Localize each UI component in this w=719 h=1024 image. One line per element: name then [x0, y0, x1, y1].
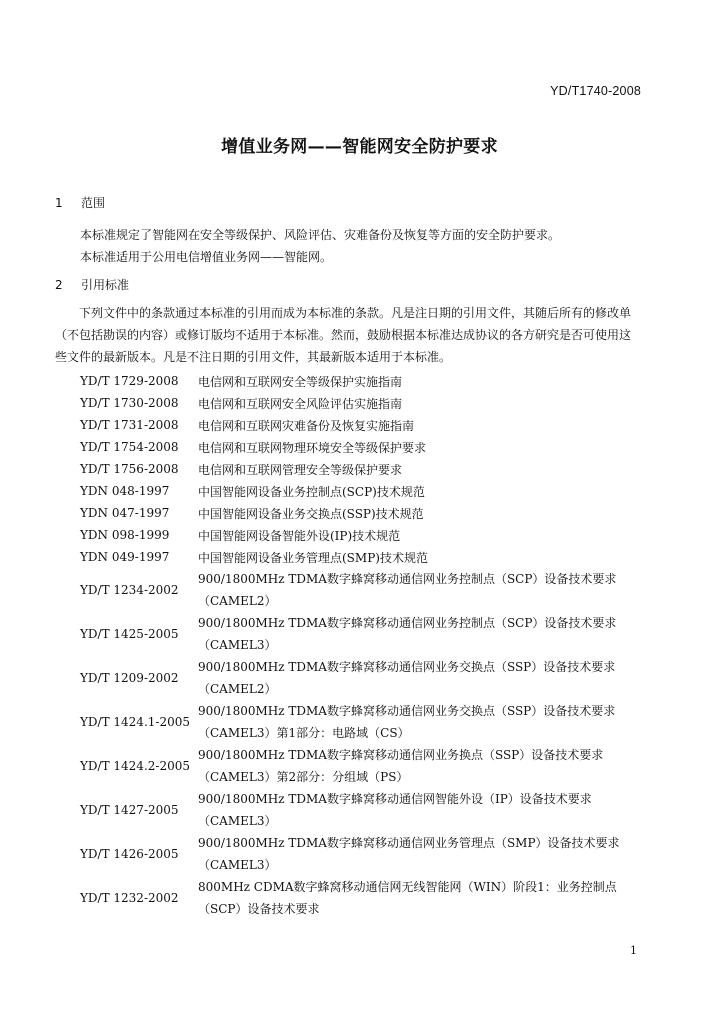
reference-item: [55, 546, 645, 568]
reference-title-line: （CAMEL3）: [198, 638, 277, 652]
reference-title: 中国智能网设备业务交换点(SSP)技术规范: [198, 506, 424, 521]
reference-title-line: （CAMEL3）第2部分：分组域（PS）: [198, 770, 409, 784]
reference-title-line: 900/1800MHz TDMA数字蜂窝移动通信网业务交换点（SSP）设备技术要求: [198, 660, 616, 674]
reference-item: [55, 502, 645, 524]
reference-item: [55, 568, 645, 612]
reference-code: YD/T 1426-2005: [80, 847, 179, 861]
reference-title: [198, 744, 603, 788]
reference-title: [198, 788, 592, 832]
reference-item: [55, 612, 645, 656]
reference-code: YD/T 1756-2008: [80, 462, 179, 476]
section-2-heading: [55, 276, 129, 293]
section-number: 1: [55, 196, 63, 210]
reference-title: 中国智能网设备业务管理点(SMP)技术规范: [198, 550, 428, 565]
reference-title-line: 900/1800MHz TDMA数字蜂窝移动通信网业务控制点（SCP）设备技术要求: [198, 572, 617, 586]
reference-title: 电信网和互联网安全风险评估实施指南: [198, 396, 403, 411]
reference-item: [55, 832, 645, 876]
reference-code: YDN 048-1997: [80, 484, 170, 498]
reference-item: [55, 876, 645, 920]
reference-code: YDN 098-1999: [80, 528, 170, 542]
page-title: 增值业务网——智能网安全防护要求: [221, 137, 498, 157]
reference-title: [198, 568, 616, 612]
reference-title-line: （CAMEL2）: [198, 682, 277, 696]
reference-title-line: 800MHz CDMA数字蜂窝移动通信网无线智能网（WIN）阶段1：业务控制点: [198, 880, 617, 894]
document-code: YD/T1740-2008: [550, 84, 641, 98]
reference-title-line: 900/1800MHz TDMA数字蜂窝移动通信网业务换点（SSP）设备技术要求: [198, 748, 604, 762]
reference-code: YD/T 1427-2005: [80, 803, 179, 817]
reference-title: [198, 832, 620, 876]
reference-title-line: （CAMEL3）第1部分：电路域（CS）: [198, 726, 410, 740]
reference-title: [198, 612, 616, 656]
scope-line-2: 本标准适用于公用电信增值业务网——智能网。: [80, 250, 333, 264]
reference-title: 中国智能网设备业务控制点(SCP)技术规范: [198, 484, 425, 499]
reference-code: YD/T 1754-2008: [80, 440, 179, 454]
reference-code: YDN 049-1997: [80, 550, 170, 564]
section-number: 2: [55, 278, 63, 292]
reference-code: YD/T 1730-2008: [80, 396, 179, 410]
reference-title-line: （CAMEL2）: [198, 594, 277, 608]
reference-code: YD/T 1731-2008: [80, 418, 179, 432]
reference-title-line: 900/1800MHz TDMA数字蜂窝移动通信网智能外设（IP）设备技术要求: [198, 792, 592, 806]
reference-title-line: （CAMEL3）: [198, 814, 277, 828]
reference-item: [55, 436, 645, 458]
reference-title: 电信网和互联网管理安全等级保护要求: [198, 462, 403, 477]
page-number: 1: [630, 944, 637, 957]
section-1-heading: [55, 194, 105, 211]
reference-title-line: 900/1800MHz TDMA数字蜂窝移动通信网业务控制点（SCP）设备技术要求: [198, 616, 617, 630]
reference-item: [55, 700, 645, 744]
scope-line-1: 本标准规定了智能网在安全等级保护、风险评估、灾难备份及恢复等方面的安全防护要求。: [80, 228, 561, 242]
reference-item: [55, 392, 645, 414]
reference-code: YD/T 1424.1-2005: [80, 715, 190, 729]
reference-code: YD/T 1424.2-2005: [80, 759, 190, 773]
section-title: 引用标准: [81, 278, 130, 292]
reference-title: [198, 656, 615, 700]
reference-title-line: 900/1800MHz TDMA数字蜂窝移动通信网业务管理点（SMP）设备技术要求: [198, 836, 620, 850]
reference-title: 中国智能网设备智能外设(IP)技术规范: [198, 528, 401, 543]
references-paragraph: 下列文件中的条款通过本标准的引用而成为本标准的条款。凡是注日期的引用文件，其随后所有的修改单（不包括勘误的内容）或修订版均不适用于本标准。然而，鼓励根据本标准达成协议的各方研究是否可使用这些文件的最新版本。凡是不注日期的引用文件，其最新版本适用于本标准。: [55, 306, 632, 364]
reference-title-line: （CAMEL3）: [198, 858, 277, 872]
reference-code: YD/T 1425-2005: [80, 627, 179, 641]
reference-item: [55, 744, 645, 788]
reference-item: [55, 370, 645, 392]
reference-code: YD/T 1209-2002: [80, 671, 179, 685]
reference-title: 电信网和互联网安全等级保护实施指南: [198, 374, 403, 389]
reference-title: 电信网和互联网物理环境安全等级保护要求: [198, 440, 427, 455]
reference-item: [55, 524, 645, 546]
reference-code: YD/T 1729-2008: [80, 374, 179, 388]
reference-title: [198, 876, 617, 920]
reference-title-line: （SCP）设备技术要求: [198, 902, 320, 916]
reference-code: YD/T 1234-2002: [80, 583, 179, 597]
reference-item: [55, 414, 645, 436]
reference-code: YDN 047-1997: [80, 506, 170, 520]
section-title: 范围: [81, 196, 106, 210]
reference-item: [55, 788, 645, 832]
reference-code: YD/T 1232-2002: [80, 891, 179, 905]
reference-title: [198, 700, 615, 744]
reference-list: [55, 370, 645, 920]
reference-title-line: 900/1800MHz TDMA数字蜂窝移动通信网业务交换点（SSP）设备技术要求: [198, 704, 616, 718]
reference-item: [55, 480, 645, 502]
reference-item: [55, 458, 645, 480]
reference-item: [55, 656, 645, 700]
reference-title: 电信网和互联网灾难备份及恢复实施指南: [198, 418, 415, 433]
